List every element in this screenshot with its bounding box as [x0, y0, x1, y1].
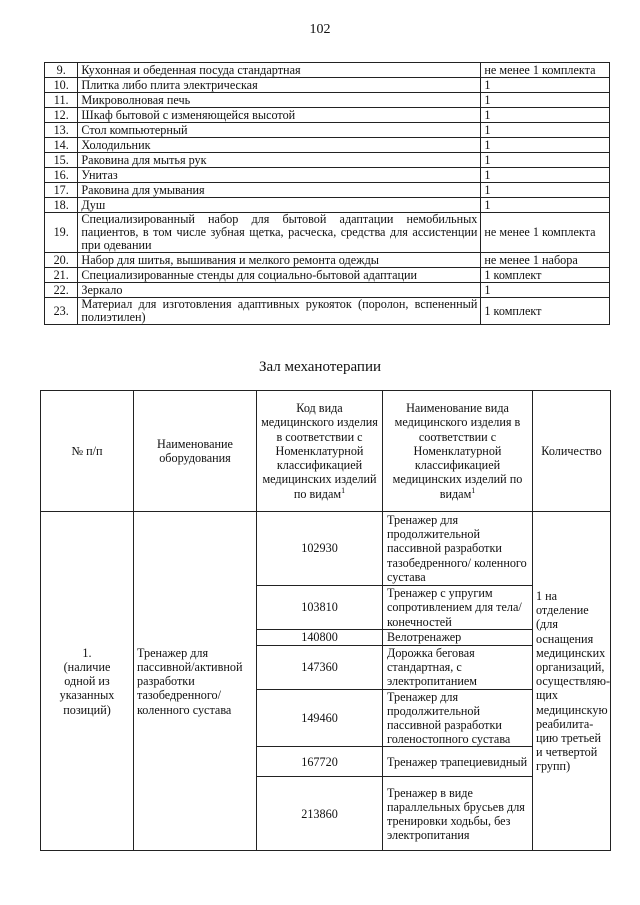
page-number: 102 — [309, 22, 331, 37]
table-row — [45, 198, 610, 213]
row-quantity: 1 — [481, 78, 610, 93]
row-name: Раковина для умывания — [78, 183, 481, 198]
table-row — [45, 298, 610, 325]
table-row — [45, 93, 610, 108]
device-name: Тренажер трапециевидный — [383, 747, 533, 777]
position-cell — [41, 512, 134, 851]
table-row — [45, 283, 610, 298]
row-quantity: 1 — [481, 283, 610, 298]
row-number: 18. — [45, 198, 78, 213]
row-name: Кухонная и обеденная посуда стандартная — [78, 63, 481, 78]
row-number: 19. — [45, 213, 78, 253]
header-code-text: Код вида медицинского изделия в соответствии с Номенклатурной классификацией медицинских изделий по видам — [261, 401, 378, 501]
row-number: 14. — [45, 138, 78, 153]
row-number: 21. — [45, 268, 78, 283]
header-row — [41, 391, 611, 512]
row-number: 22. — [45, 283, 78, 298]
row-quantity: 1 комплект — [481, 268, 610, 283]
table-row — [45, 253, 610, 268]
row-quantity: не менее 1 набора — [481, 253, 610, 268]
row-number: 15. — [45, 153, 78, 168]
row-number: 12. — [45, 108, 78, 123]
device-code: 147360 — [257, 646, 383, 690]
table-row — [45, 168, 610, 183]
row-name: Микроволновая печь — [78, 93, 481, 108]
position-text: 1. (наличие одной из указанных позиций) — [59, 645, 115, 717]
row-number: 20. — [45, 253, 78, 268]
row-number: 17. — [45, 183, 78, 198]
table-row — [45, 108, 610, 123]
row-number: 16. — [45, 168, 78, 183]
device-name: Велотренажер — [383, 630, 533, 646]
row-name: Раковина для мытья рук — [78, 153, 481, 168]
table-row — [45, 138, 610, 153]
table-row — [45, 183, 610, 198]
header-equipment: Наименование оборудования — [134, 391, 257, 512]
table-row — [45, 153, 610, 168]
row-quantity: 1 — [481, 123, 610, 138]
device-code: 167720 — [257, 747, 383, 777]
row-number: 9. — [45, 63, 78, 78]
device-name: Тренажер для продолжительной пассивной разработки тазобедренного/ коленного сустава — [383, 512, 533, 586]
row-number: 11. — [45, 93, 78, 108]
row-name: Холодильник — [78, 138, 481, 153]
device-name: Тренажер с упругим сопротивлением для тела/конечностей — [383, 586, 533, 630]
equipment-list-table — [44, 62, 610, 325]
header-device-name — [383, 391, 533, 512]
table-row — [45, 123, 610, 138]
header-device-name-text: Наименование вида медицинского изделия в соответствии с Номенклатурной классификацией медицинских изделий по видам — [392, 401, 523, 501]
row-quantity: 1 — [481, 198, 610, 213]
device-code: 149460 — [257, 689, 383, 747]
table-row — [45, 78, 610, 93]
device-code: 140800 — [257, 630, 383, 646]
row-name: Стол компьютерный — [78, 123, 481, 138]
row-quantity: 1 — [481, 138, 610, 153]
row-quantity: 1 — [481, 108, 610, 123]
quantity-cell: 1 на отделение (для оснащения медицинских организаций, осуществляю-щих медицинскую реабилита-цию третьей и четвертой групп) — [533, 512, 611, 851]
equipment-cell: Тренажер для пассивной/активной разработки тазобедренного/ коленного сустава — [134, 512, 257, 851]
header-device-name-footnote: 1 — [471, 485, 476, 495]
header-code-footnote: 1 — [341, 485, 346, 495]
device-name: Дорожка беговая стандартная, с электропитанием — [383, 646, 533, 690]
device-name: Тренажер для продолжительной пассивной разработки голеностопного сустава — [383, 689, 533, 747]
row-quantity: не менее 1 комплекта — [481, 63, 610, 78]
row-number: 23. — [45, 298, 78, 325]
row-name: Материал для изготовления адаптивных рукояток (поролон, вспененный полиэтилен) — [78, 298, 481, 325]
row-quantity: 1 — [481, 93, 610, 108]
row-quantity: 1 — [481, 183, 610, 198]
row-quantity: 1 — [481, 153, 610, 168]
mechanotherapy-table — [40, 390, 611, 851]
row-number: 13. — [45, 123, 78, 138]
row-name: Унитаз — [78, 168, 481, 183]
device-name: Тренажер в виде параллельных брусьев для тренировки ходьбы, без электропитания — [383, 777, 533, 851]
header-quantity: Количество — [533, 391, 611, 512]
header-code — [257, 391, 383, 512]
row-name: Набор для шитья, вышивания и мелкого ремонта одежды — [78, 253, 481, 268]
row-name: Специализированные стенды для социально-бытовой адаптации — [78, 268, 481, 283]
device-code: 102930 — [257, 512, 383, 586]
header-num: № п/п — [41, 391, 134, 512]
table-row — [45, 213, 610, 253]
row-quantity: 1 — [481, 168, 610, 183]
row-quantity: 1 комплект — [481, 298, 610, 325]
row-quantity: не менее 1 комплекта — [481, 213, 610, 253]
section-title: Зал механотерапии — [258, 359, 382, 375]
row-name: Шкаф бытовой с изменяющейся высотой — [78, 108, 481, 123]
row-name: Зеркало — [78, 283, 481, 298]
device-code: 213860 — [257, 777, 383, 851]
row-name: Душ — [78, 198, 481, 213]
row-number: 10. — [45, 78, 78, 93]
device-row — [41, 512, 611, 586]
table-row — [45, 63, 610, 78]
row-name: Плитка либо плита электрическая — [78, 78, 481, 93]
device-code: 103810 — [257, 586, 383, 630]
row-name: Специализированный набор для бытовой адаптации немобильных пациентов, в том числе зубная щетка, расческа, средства для ассистенции при одевании — [78, 213, 481, 253]
table-row — [45, 268, 610, 283]
